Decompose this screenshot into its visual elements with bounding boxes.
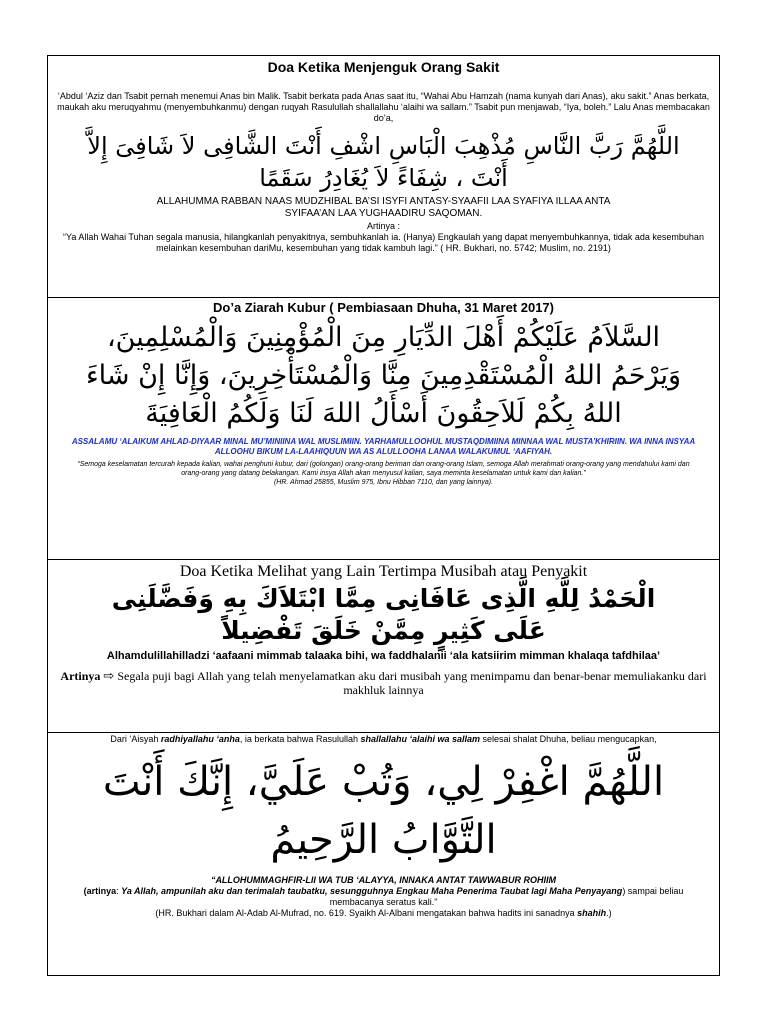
meaning-italic: Ya Allah, ampunilah aku dan terimalah taubatku, sesungguhnya Engkau Maha Penerima Taubat lagi Maha Penyayang	[121, 886, 623, 896]
artinya-label: Artinya	[60, 669, 101, 683]
arabic-prayer: السَّلاَمُ عَلَيْكُمْ أَهْلَ الدِّيَارِ مِنَ الْمُؤْمِنِينَ وَالْمُسْلِمِينَ، وَيَرْحَمُ اللهُ الْمُسْتَقْدِمِينَ مِنَّا وَالْمُسْتَأْخِرِينَ، وَإِنَّا إِنْ شَاءَ اللهُ بِكُمْ لَلاَحِقُونَ أَسْأَلُ اللهَ لَنَا وَلَكُمُ الْعَافِيَةَ	[85, 322, 682, 429]
source-reference	[48, 908, 719, 919]
source-part: (HR. Bukhari dalam Al-Adab Al-Mufrad, no. 619. Syaikh Al-Albani mengatakan bahwa hadits ini sanadnya	[155, 908, 578, 918]
section-grave-visit	[48, 297, 719, 559]
meaning-text: Segala puji bagi Allah yang telah menyelamatkan aku dari musibah yang menimpamu dan benar-benar memuliakanku dari makhluk lainnya	[117, 669, 707, 697]
section-title: Doa Ketika Menjenguk Orang Sakit	[267, 59, 500, 75]
meaning-block	[58, 669, 709, 697]
latin-transliteration: ASSALAMU ‘ALAIKUM AHLAD-DIYAAR MINAL MU’MINIINA WAL MUSLIMIIN. YARHAMULLOOHUL MUSTAQDIMIINA MINNAA WAL MUSTA’KHIRIIN. WA INNA INSYAA ALLOOHU BIKUM LA-LAAHIQUUN WA AS ALULLOOHA LANAA WALAKUMUL ‘AAFIYAH.	[71, 437, 696, 456]
source-grade: shahih	[577, 908, 607, 918]
intro-part: Dari ‘Aisyah	[110, 734, 161, 744]
artinya-label: Artinya :	[366, 221, 400, 231]
latin-transliteration: ALLAHUMMA RABBAN NAAS MUDZHIBAL BA’SI ISYFI ANTASY-SYAAFII LAA SYAFIYA ILLAA ANTA SYIFAA’AN LAA YUGHAADIRU SAQOMAN.	[156, 196, 611, 219]
intro-part: selesai shalat Dhuha, beliau mengucapkan,	[480, 734, 657, 744]
meaning-text: “Ya Allah Wahai Tuhan segala manusia, hilangkanlah penyakitnya, sembuhkanlah ia. (Hanya) Engkaulah yang dapat menyembuhkannya, tidak ada kesembuhan melainkan kesembuhan dariMu, kesembuhan yang tidak kambuh lagi.” ( HR. Bukhari, no. 5742; Muslim, no. 2191)	[63, 232, 704, 253]
honorific: radhiyallahu ‘anha	[160, 734, 240, 744]
latin-transliteration: “ALLOHUMMAGHFIR-LII WA TUB ‘ALAYYA, INNAKA ANTAT TAWWABUR ROHIIM	[210, 875, 557, 885]
intro-text: ‘Abdul ‘Aziz dan Tsabit pernah menemui Anas bin Malik. Tsabit berkata pada Anas saat itu, “Wahai Abu Hamzah (nama kunyah dari Anas), aku sakit.” Anas berkata, maukah aku meruqyahmu (menyembuhkanmu) dengan ruqyah Rasulullah shallallahu ‘alaihi wa sallam.” Tsabit pun menjawab, “Iya, boleh.” Lalu Anas membacakan do’a,	[57, 91, 710, 123]
section-dhuha-prayer	[48, 732, 719, 976]
intro-part: , ia berkata bahwa Rasulullah	[239, 734, 361, 744]
latin-transliteration: Alhamdulillahilladzi ‘aafaani mimmab talaaka bihi, wa faddhalanii ‘ala katsiirim mimman khalaqa tafdhilaa’	[106, 650, 661, 662]
source-reference: (HR. Ahmad 25855, Muslim 975, Ibnu Hibban 7110, dan yang lainnya).	[273, 479, 494, 486]
meaning-part: (artinya	[83, 886, 117, 896]
intro-text	[48, 733, 719, 745]
source-part: .)	[606, 908, 612, 918]
meaning-text	[66, 886, 701, 908]
document-page	[47, 55, 720, 976]
arrow-right-icon: ⇨	[103, 668, 115, 683]
honorific: shallallahu ‘alaihi wa sallam	[360, 734, 481, 744]
arabic-prayer: اللَّهُمَّ رَبَّ النَّاسِ مُذْهِبَ الْبَاسِ اشْفِ أَنْتَ الشَّافِى لاَ شَافِىَ إِلاَّ أَنْتَ ، شِفَاءً لاَ يُغَادِرُ سَقَمًا	[87, 132, 680, 192]
meaning-part: :	[116, 886, 122, 896]
section-seeing-affliction	[48, 559, 719, 732]
section-visit-sick	[48, 56, 719, 297]
arabic-prayer: الْحَمْدُ لِلَّهِ الَّذِى عَافَانِى مِمَّا ابْتَلاَكَ بِهِ وَفَضَّلَنِى عَلَى كَثِيرٍ مِمَّنْ خَلَقَ تَفْضِيلاً	[111, 584, 656, 645]
meaning-part: ) sampai beliau membacanya seratus kali.”	[329, 886, 684, 907]
section-title: Doa Ketika Melihat yang Lain Tertimpa Musibah atau Penyakit	[179, 563, 588, 580]
section-title: Do’a Ziarah Kubur ( Pembiasaan Dhuha, 31 Maret 2017)	[213, 300, 554, 315]
arabic-prayer: اللَّهُمَّ اغْفِرْ لِي، وَتُبْ عَلَيَّ، إِنَّكَ أَنْتَ التَّوَّابُ الرَّحِيمُ	[102, 759, 665, 863]
meaning-text: “Semoga keselamatan tercurah kepada kalian, wahai penghuni kubur, dari (golongan) orang-orang beriman dan orang-orang Islam, semoga Allah merahmati orang-orang yang mendahului kami dan orang-orang yang datang belakangan. Kami insya Allah akan menyusul kalian, saya meminta keselamatan untuk kami dan kalian.”	[77, 461, 690, 477]
